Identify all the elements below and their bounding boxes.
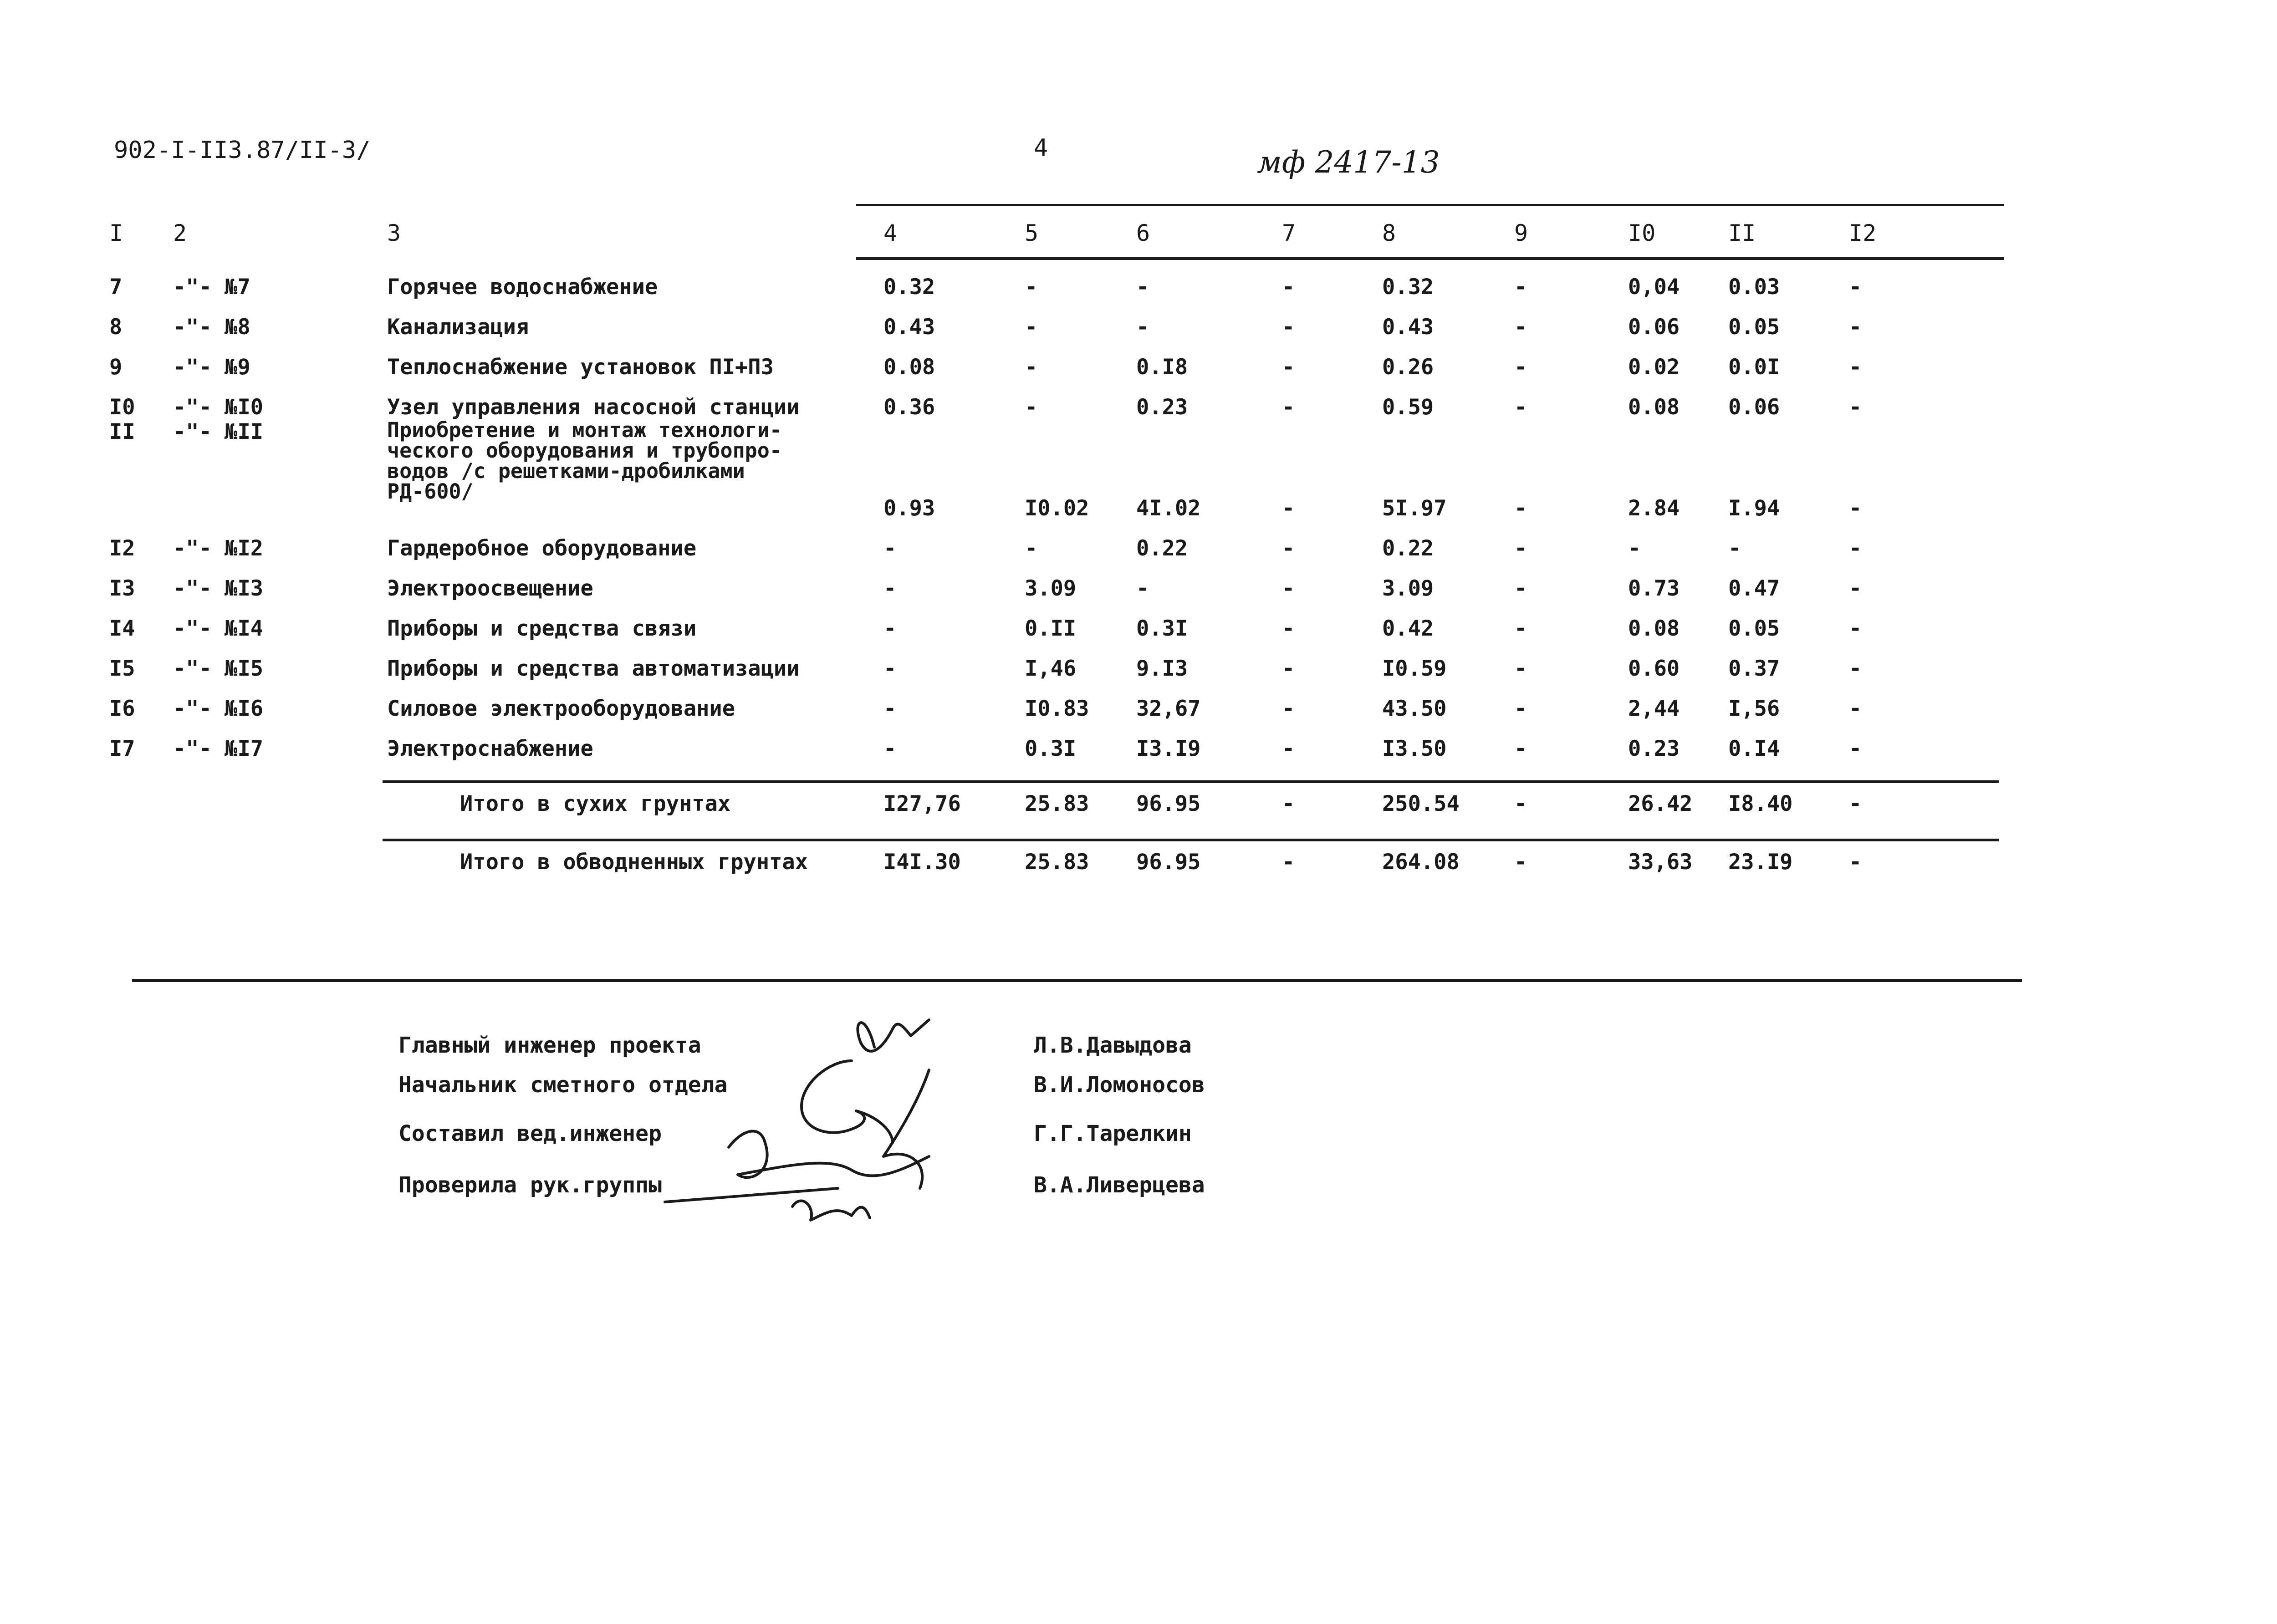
signature-role: Главный инженер проекта bbox=[398, 1033, 701, 1058]
table-cell: I0.59 bbox=[1382, 656, 1447, 681]
signature-name: Г.Г.Тарелкин bbox=[1034, 1121, 1192, 1146]
table-cell: 0.22 bbox=[1136, 535, 1188, 561]
row-number: I6 bbox=[109, 696, 135, 721]
table-cell: 0.3I bbox=[1025, 736, 1077, 761]
row-description: Приобретение и монтаж технологи- ческого оборудования и трубопро- водов /с решетками-дробилками РД-600/ bbox=[387, 418, 782, 504]
table-cell: 25.83 bbox=[1025, 791, 1089, 816]
table-cell: - bbox=[1728, 535, 1741, 561]
table-cell: - bbox=[1282, 849, 1295, 875]
handwritten-signatures bbox=[638, 993, 1002, 1238]
table-cell: I.94 bbox=[1728, 495, 1780, 521]
table-cell: - bbox=[1849, 394, 1862, 420]
table-row bbox=[105, 561, 1999, 601]
table-row bbox=[105, 420, 1999, 521]
table-row bbox=[105, 601, 1999, 641]
table-cell: - bbox=[1849, 656, 1862, 681]
table-cell: I,56 bbox=[1728, 696, 1780, 721]
table-cell: 25.83 bbox=[1025, 849, 1089, 875]
table-cell: 0.32 bbox=[1382, 274, 1434, 300]
table-cell: - bbox=[1025, 394, 1038, 420]
table-cell: 0.02 bbox=[1628, 354, 1680, 380]
table-cell: 0.36 bbox=[883, 394, 935, 420]
table-row bbox=[105, 260, 1999, 300]
row-reference: -"- №I6 bbox=[173, 696, 264, 721]
signature-name: Л.В.Давыдова bbox=[1034, 1033, 1192, 1058]
table-cell: - bbox=[1849, 495, 1862, 521]
table-cell: 9.I3 bbox=[1136, 656, 1188, 681]
column-header: II bbox=[1728, 219, 1756, 246]
table-row bbox=[105, 340, 1999, 380]
table-cell: 43.50 bbox=[1382, 696, 1447, 721]
table-cell: - bbox=[1849, 314, 1862, 340]
table-cell: - bbox=[883, 575, 897, 601]
row-number: I0 bbox=[109, 394, 135, 420]
table-cell: - bbox=[1282, 736, 1295, 761]
table-cell: - bbox=[1514, 791, 1527, 816]
table-cell: - bbox=[883, 656, 897, 681]
signature-role: Составил вед.инженер bbox=[398, 1121, 662, 1146]
row-reference: -"- №I2 bbox=[173, 535, 264, 561]
table-cell: 0.II bbox=[1025, 616, 1077, 641]
table-cell: 0.3I bbox=[1136, 616, 1188, 641]
table-cell: - bbox=[883, 535, 897, 561]
table-cell: 0.03 bbox=[1728, 274, 1780, 300]
row-reference: -"- №8 bbox=[173, 314, 250, 340]
table-cell: 3.09 bbox=[1025, 575, 1077, 601]
row-number: 8 bbox=[109, 314, 123, 340]
table-cell: - bbox=[1025, 314, 1038, 340]
row-reference: -"- №I0 bbox=[173, 394, 264, 420]
table-cell: 0.43 bbox=[1382, 314, 1434, 340]
table-cell: 250.54 bbox=[1382, 791, 1460, 816]
column-header: 9 bbox=[1514, 219, 1528, 246]
table-cell: 23.I9 bbox=[1728, 849, 1793, 875]
table-cell: 0.0I bbox=[1728, 354, 1780, 380]
row-reference: -"- №I4 bbox=[173, 616, 264, 641]
table-cell: - bbox=[1849, 849, 1862, 875]
table-cell: - bbox=[1136, 575, 1149, 601]
table-cell: 0.I8 bbox=[1136, 354, 1188, 380]
table-row bbox=[105, 300, 1999, 340]
row-description: Горячее водоснабжение bbox=[387, 274, 658, 300]
signature-role: Начальник сметного отдела bbox=[398, 1072, 728, 1098]
table-cell: 0.23 bbox=[1628, 736, 1680, 761]
column-header: I2 bbox=[1849, 219, 1877, 246]
table-row bbox=[105, 521, 1999, 561]
row-number: I5 bbox=[109, 656, 135, 681]
table-cell: 3.09 bbox=[1382, 575, 1434, 601]
row-description: Электроснабжение bbox=[387, 736, 593, 761]
table-cell: 0.06 bbox=[1628, 314, 1680, 340]
table-row bbox=[105, 721, 1999, 761]
table-cell: - bbox=[1514, 535, 1527, 561]
total-row-watered-soil bbox=[105, 840, 1999, 883]
table-cell: 0.23 bbox=[1136, 394, 1188, 420]
table-cell: 0.93 bbox=[883, 495, 935, 521]
table-cell: - bbox=[1849, 274, 1862, 300]
column-header: 3 bbox=[387, 219, 401, 246]
total-label: Итого в сухих грунтах bbox=[460, 791, 731, 816]
table-cell: - bbox=[1514, 394, 1527, 420]
table-row bbox=[105, 641, 1999, 681]
table-cell: I4I.30 bbox=[883, 849, 961, 875]
table-cell: - bbox=[1282, 495, 1295, 521]
table-cell: - bbox=[1849, 535, 1862, 561]
table-cell: - bbox=[1282, 314, 1295, 340]
row-reference: -"- №9 bbox=[173, 354, 250, 380]
row-description: Электроосвещение bbox=[387, 575, 593, 601]
table-row bbox=[105, 681, 1999, 721]
table-cell: - bbox=[1514, 495, 1527, 521]
table-cell: 0.I4 bbox=[1728, 736, 1780, 761]
row-number: I3 bbox=[109, 575, 135, 601]
row-description: Приборы и средства связи bbox=[387, 616, 697, 641]
table-cell: - bbox=[1025, 354, 1038, 380]
table-cell: 0.43 bbox=[883, 314, 935, 340]
table-cell: - bbox=[883, 696, 897, 721]
table-cell: 0,04 bbox=[1628, 274, 1680, 300]
row-number: I2 bbox=[109, 535, 135, 561]
table-cell: - bbox=[1136, 314, 1149, 340]
table-cell: - bbox=[1514, 849, 1527, 875]
table-cell: - bbox=[1282, 394, 1295, 420]
column-header: I0 bbox=[1628, 219, 1656, 246]
table-cell: - bbox=[1514, 274, 1527, 300]
table-cell: - bbox=[1514, 354, 1527, 380]
table-bottom-rule bbox=[132, 979, 2022, 982]
row-reference: -"- №I5 bbox=[173, 656, 264, 681]
table-cell: - bbox=[883, 736, 897, 761]
column-header: 7 bbox=[1282, 219, 1296, 246]
table-cell: - bbox=[1514, 575, 1527, 601]
row-description: Приборы и средства автоматизации bbox=[387, 656, 800, 681]
table-cell: 96.95 bbox=[1136, 791, 1201, 816]
row-reference: -"- №I3 bbox=[173, 575, 264, 601]
table-cell: 0.26 bbox=[1382, 354, 1434, 380]
header-top-rule bbox=[856, 204, 2004, 206]
row-reference: -"- №7 bbox=[173, 274, 250, 300]
row-description: Канализация bbox=[387, 314, 529, 340]
table-cell: - bbox=[1514, 656, 1527, 681]
total-label: Итого в обводненных грунтах bbox=[460, 849, 808, 875]
table-cell: 0.08 bbox=[1628, 616, 1680, 641]
row-description: Теплоснабжение установок ПI+П3 bbox=[387, 354, 774, 380]
table-cell: 0.08 bbox=[1628, 394, 1680, 420]
table-cell: 26.42 bbox=[1628, 791, 1693, 816]
signature-role: Проверила рук.группы bbox=[398, 1172, 662, 1198]
table-cell: I27,76 bbox=[883, 791, 961, 816]
table-cell: 0.73 bbox=[1628, 575, 1680, 601]
column-header: I bbox=[109, 219, 123, 246]
column-header: 4 bbox=[883, 219, 898, 246]
table-cell: 264.08 bbox=[1382, 849, 1460, 875]
column-header: 5 bbox=[1025, 219, 1039, 246]
table-cell: 5I.97 bbox=[1382, 495, 1447, 521]
row-number: 7 bbox=[109, 274, 123, 300]
table-cell: 4I.02 bbox=[1136, 495, 1201, 521]
column-header: 8 bbox=[1382, 219, 1396, 246]
table-cell: I3.I9 bbox=[1136, 736, 1201, 761]
row-reference: -"- №II bbox=[173, 419, 264, 444]
document-code: 902-I-II3.87/II-3/ bbox=[114, 137, 371, 164]
estimate-table bbox=[105, 207, 1999, 883]
table-cell: I8.40 bbox=[1728, 791, 1793, 816]
table-cell: - bbox=[1849, 696, 1862, 721]
table-cell: - bbox=[1282, 535, 1295, 561]
table-cell: 0.05 bbox=[1728, 616, 1780, 641]
table-cell: - bbox=[1628, 535, 1641, 561]
table-cell: 96.95 bbox=[1136, 849, 1201, 875]
table-cell: 0.60 bbox=[1628, 656, 1680, 681]
signature-name: В.И.Ломоносов bbox=[1034, 1072, 1205, 1098]
table-cell: - bbox=[1282, 791, 1295, 816]
table-cell: 0.37 bbox=[1728, 656, 1780, 681]
table-cell: 0.59 bbox=[1382, 394, 1434, 420]
column-header-row bbox=[105, 207, 1999, 260]
table-row bbox=[105, 380, 1999, 420]
row-description: Узел управления насосной станции bbox=[387, 394, 800, 420]
table-cell: 0.47 bbox=[1728, 575, 1780, 601]
table-cell: 0.22 bbox=[1382, 535, 1434, 561]
separator-row bbox=[105, 825, 1999, 840]
table-cell: - bbox=[1849, 736, 1862, 761]
table-cell: I3.50 bbox=[1382, 736, 1447, 761]
table-cell: - bbox=[883, 616, 897, 641]
table-cell: - bbox=[1849, 354, 1862, 380]
table-cell: - bbox=[1282, 274, 1295, 300]
page-number: 4 bbox=[1034, 134, 1048, 162]
separator-row bbox=[105, 761, 1999, 782]
total-row-dry-soil bbox=[105, 782, 1999, 825]
table-cell: 0.06 bbox=[1728, 394, 1780, 420]
table-cell: - bbox=[1282, 354, 1295, 380]
table-cell: 2.84 bbox=[1628, 495, 1680, 521]
table-cell: - bbox=[1136, 274, 1149, 300]
row-number: II bbox=[109, 419, 135, 444]
row-number: I4 bbox=[109, 616, 135, 641]
table-cell: - bbox=[1514, 736, 1527, 761]
table-cell: I,46 bbox=[1025, 656, 1077, 681]
table-cell: 0.08 bbox=[883, 354, 935, 380]
table-cell: - bbox=[1025, 274, 1038, 300]
table-cell: 2,44 bbox=[1628, 696, 1680, 721]
table-cell: 0.42 bbox=[1382, 616, 1434, 641]
table-cell: - bbox=[1514, 616, 1527, 641]
table-cell: - bbox=[1849, 575, 1862, 601]
table-cell: - bbox=[1514, 696, 1527, 721]
row-description: Силовое электрооборудование bbox=[387, 696, 735, 721]
table-cell: 32,67 bbox=[1136, 696, 1201, 721]
column-header: 2 bbox=[173, 219, 187, 246]
table-cell: 33,63 bbox=[1628, 849, 1693, 875]
table-cell: 0.05 bbox=[1728, 314, 1780, 340]
row-number: 9 bbox=[109, 354, 123, 380]
table-cell: - bbox=[1025, 535, 1038, 561]
column-header: 6 bbox=[1136, 219, 1150, 246]
row-number: I7 bbox=[109, 736, 135, 761]
table-cell: - bbox=[1282, 656, 1295, 681]
table-cell: - bbox=[1849, 616, 1862, 641]
table-cell: - bbox=[1282, 696, 1295, 721]
signature-name: В.А.Ливерцева bbox=[1034, 1172, 1205, 1198]
table-cell: I0.83 bbox=[1025, 696, 1089, 721]
table-cell: 0.32 bbox=[883, 274, 935, 300]
row-description: Гардеробное оборудование bbox=[387, 535, 697, 561]
row-reference: -"- №I7 bbox=[173, 736, 264, 761]
table-cell: - bbox=[1282, 616, 1295, 641]
handwritten-reference: мф 2417-13 bbox=[1257, 145, 1440, 180]
table-cell: - bbox=[1282, 575, 1295, 601]
table-cell: I0.02 bbox=[1025, 495, 1089, 521]
table-cell: - bbox=[1849, 791, 1862, 816]
table-cell: - bbox=[1514, 314, 1527, 340]
